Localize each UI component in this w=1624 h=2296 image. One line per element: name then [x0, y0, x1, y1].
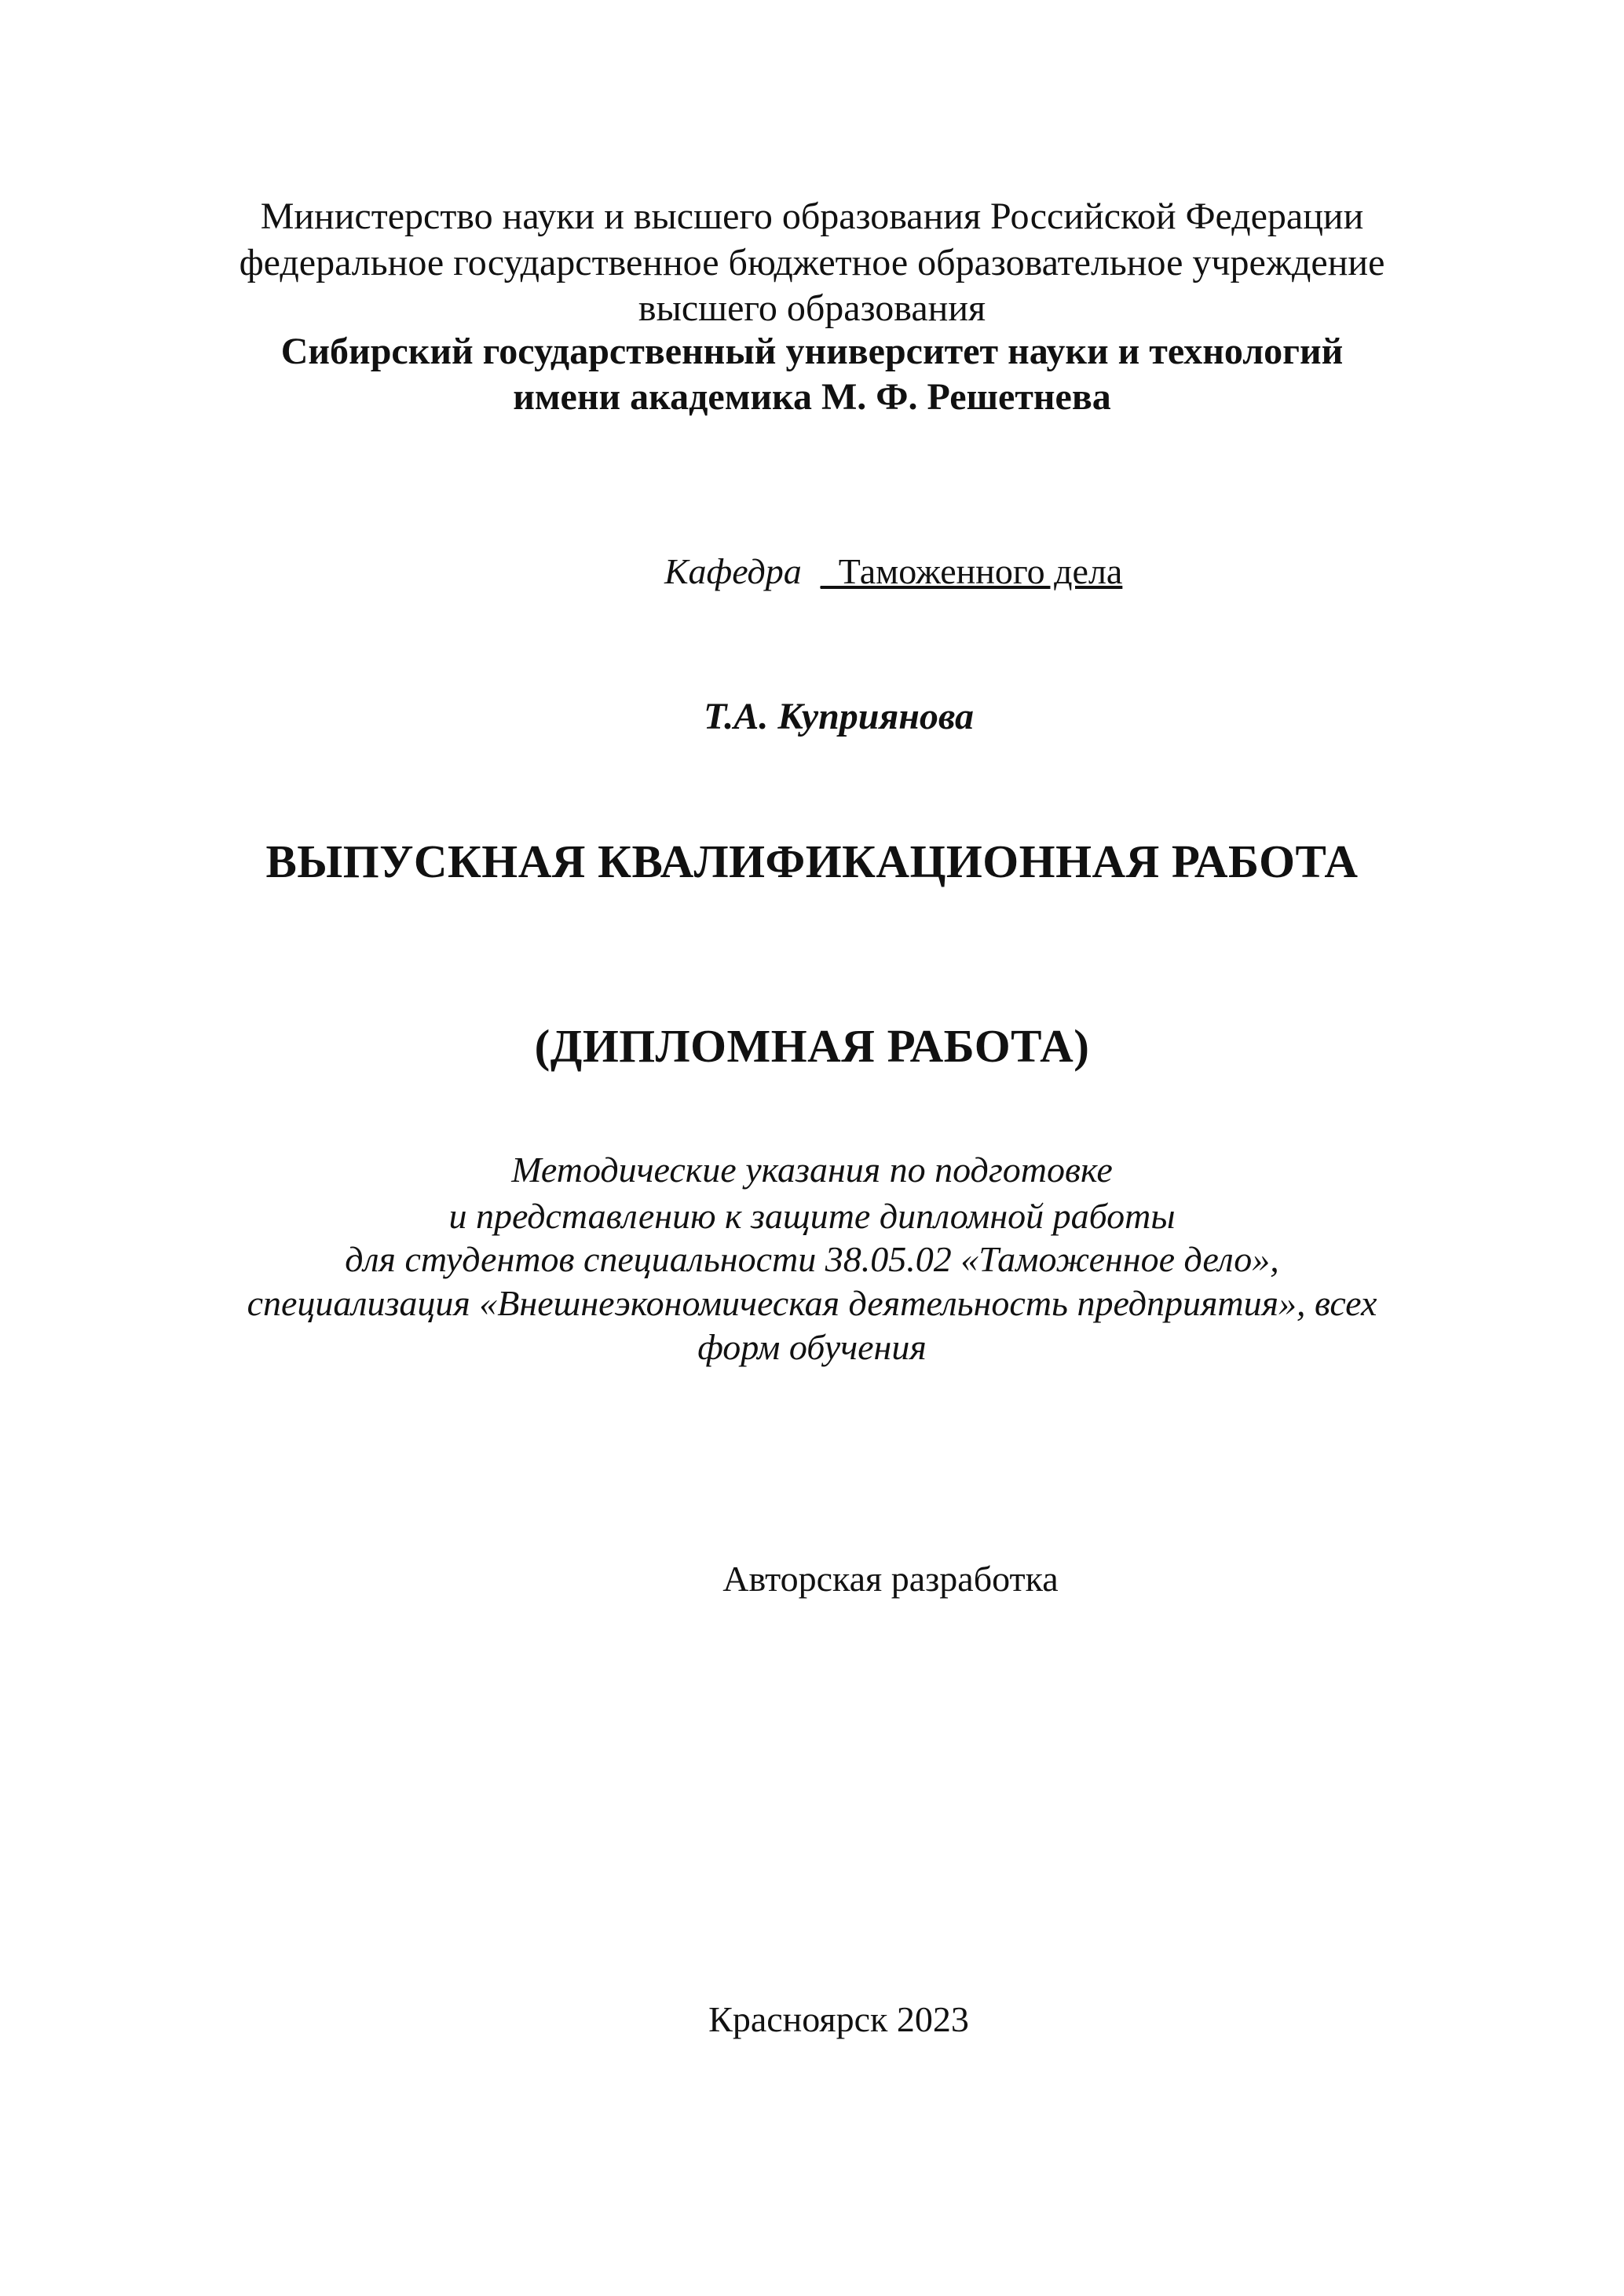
description-line-3: для студентов специальности 38.05.02 «Таможенное дело», [345, 1239, 1279, 1279]
department-label: Кафедра [664, 551, 802, 591]
ministry-line: Министерство науки и высшего образования Российской Федерации [260, 196, 1364, 237]
author-name: Т.А. Куприянова [704, 696, 974, 737]
university-named-after: имени академика М. Ф. Решетнева [513, 376, 1111, 418]
authorship-note: Авторская разработка [722, 1559, 1059, 1599]
city-year: Красноярск 2023 [708, 1999, 969, 2039]
education-level-line: высшего образования [638, 287, 986, 329]
institution-type-line: федеральное государственное бюджетное образовательное учреждение [239, 242, 1385, 283]
university-name: Сибирский государственный университет науки и технологий [280, 331, 1344, 372]
department-row [664, 551, 1123, 591]
description-line-4: специализация «Внешнеэкономическая деятельность предприятия», всех [247, 1283, 1377, 1323]
description-line-2: и представлению к защите дипломной работы [448, 1196, 1176, 1236]
description-line-1: Методические указания по подготовке [511, 1150, 1113, 1190]
document-title: ВЫПУСКНАЯ КВАЛИФИКАЦИОННАЯ РАБОТА [265, 835, 1359, 887]
description-line-5: форм обучения [697, 1327, 927, 1367]
department-name: _Таможенного дела [820, 551, 1123, 591]
document-subtitle: (ДИПЛОМНАЯ РАБОТА) [534, 1020, 1090, 1072]
